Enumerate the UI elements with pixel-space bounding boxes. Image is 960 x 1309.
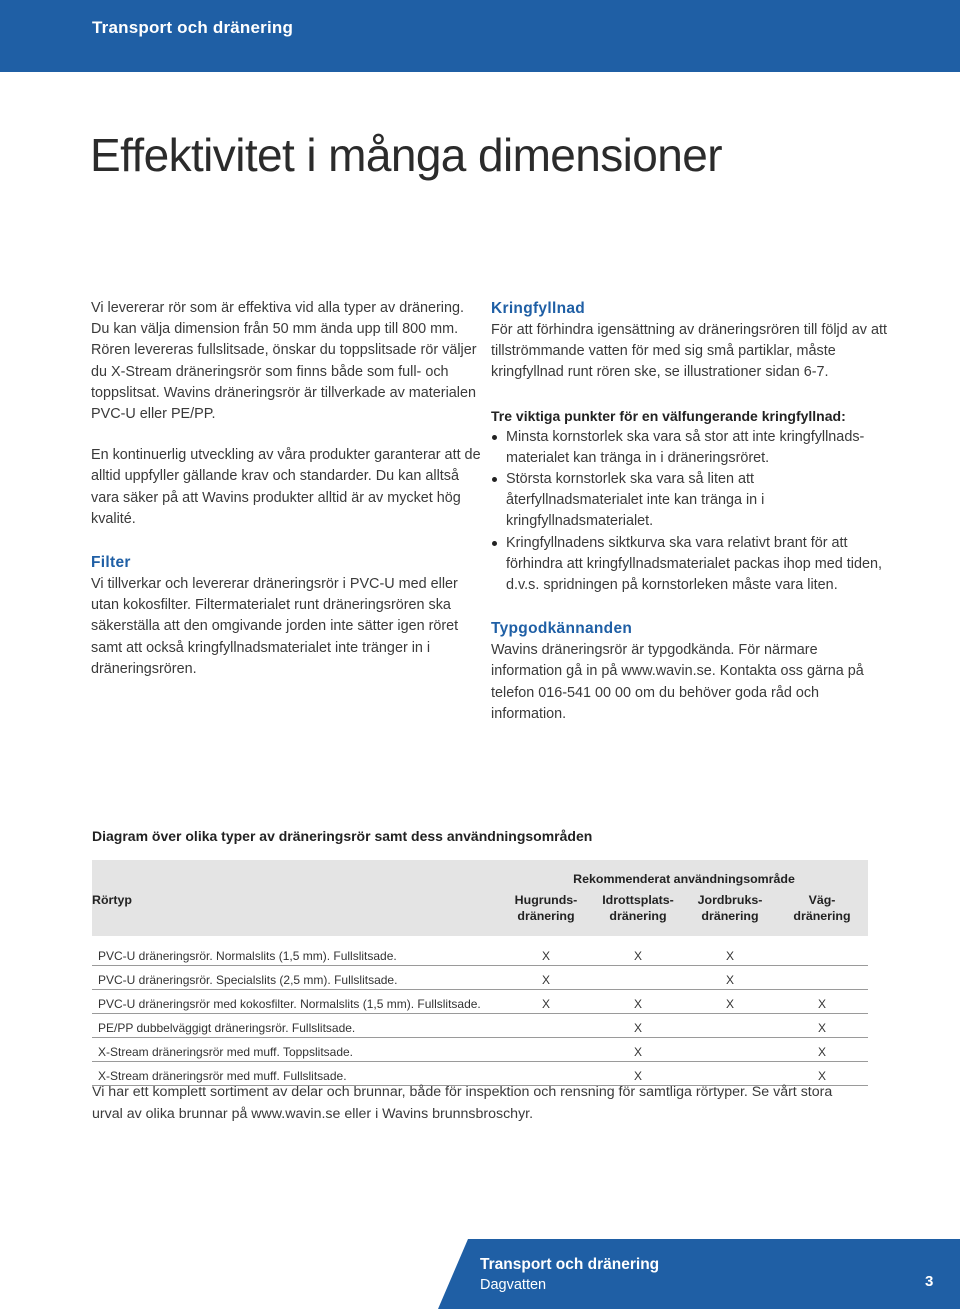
points-list [491,427,891,597]
row-mark: X [776,990,868,1014]
table-row [92,1038,868,1062]
list-item: Kringfyllnadens siktkurva ska vara relativt brant för att förhindra att kringfyllnadsmaterialet packas ihop med tiden, d.v.s. spridningen på kornstorleken måste vara liten. [491,533,891,597]
row-mark: X [500,942,592,966]
points-heading: Tre viktiga punkter för en välfungerande kringfyllnad: [491,407,846,424]
header-title: Transport och dränering [92,18,294,37]
list-item: Minsta kornstorlek ska vara så stor att inte kringfyllnads-materialet kan tränga in i dräneringsröret. [491,427,891,469]
row-name: X-Stream dräneringsrör med muff. Toppslitsade. [92,1038,500,1062]
column-header-hugrund: Hugrunds- dränering [500,890,592,936]
row-mark [684,1038,776,1062]
column-header-idrottsplats: Idrottsplats- dränering [592,890,684,936]
table-row [92,942,868,966]
list-item: Största kornstorlek ska vara så liten att återfyllnadsmaterialet inte kan tränga in i kringfyllnadsmaterialet. [491,469,891,533]
bottom-note: Vi har ett komplett sortiment av delar och brunnar, både för inspektion och rensning för samtliga rörtyper. Se vårt stora urval av olika brunnar på www.wavin.se eller i Wavins brunnsbroschyr. [92,1084,833,1122]
column-header-vag: Väg- dränering [776,890,868,936]
intro-paragraph: Vi levererar rör som är effektiva vid alla typer av dränering. Du kan välja dimension från 50 mm ända upp till 800 mm. Rören levereras fullslitsade, önskar du toppslitsade rör väljer du X-Stream dräneringsrör som finns både som full- och toppslitsat. Wavins dräneringsrör är tillverkade av materialen PVC-U eller PE/PP. [91,300,477,423]
kringfyllnad-heading: Kringfyllnad [491,300,586,317]
page-title: Effektivitet i många dimensioner [90,129,722,181]
row-mark: X [592,1062,684,1086]
row-mark: X [684,990,776,1014]
usage-table-wrapper [92,860,868,1086]
typgodkannanden-heading: Typgodkännanden [491,620,633,638]
left-column [91,298,481,680]
row-name: PVC-U dräneringsrör. Normalslits (1,5 mm). Fullslitsade. [92,942,500,966]
row-mark [776,966,868,990]
footer-subtitle: Dagvatten [480,1277,547,1293]
row-name: PVC-U dräneringsrör. Specialslits (2,5 mm). Fullslitsade. [92,966,500,990]
filter-heading: Filter [91,554,131,572]
row-mark: X [776,1014,868,1038]
table-row [92,1014,868,1038]
row-name: PVC-U dräneringsrör med kokosfilter. Normalslits (1,5 mm). Fullslitsade. [92,990,500,1014]
row-mark: X [500,990,592,1014]
right-column [491,298,891,725]
footer-title: Transport och dränering [480,1256,660,1273]
column-header-jordbruk: Jordbruks- dränering [684,890,776,936]
row-mark: X [776,1038,868,1062]
row-mark: X [592,942,684,966]
row-mark [684,1014,776,1038]
group-header: Rekommenderat användningsområde [500,860,868,890]
header-empty-cell [92,860,500,890]
typgodkannanden-paragraph: Wavins dräneringsrör är typgodkända. För närmare information gå in på www.wavin.se. Kontakta oss gärna på telefon 016-541 00 00 om du behöver goda råd och information. [491,642,864,722]
row-mark: X [684,942,776,966]
rortyp-header: Rörtyp [92,890,500,936]
quality-paragraph: En kontinuerlig utveckling av våra produkter garanterar att de alltid uppfyller gällande krav och standarder. Du kan alltså vara säker på att Wavins produkter alltid är av mycket hög kvalité. [91,447,481,527]
filter-paragraph: Vi tillverkar och levererar dräneringsrör i PVC-U med eller utan kokosfilter. Filtermaterialet runt dräneringsrören ska säkerställa att den omgivande jorden inte sätter igen röret samt att också kringfyllnadsmaterialet inte tränger in i dräneringsrören. [91,576,459,677]
usage-table [92,860,868,1086]
row-name: X-Stream dräneringsrör med muff. Fullslitsade. [92,1062,500,1086]
header-bar [0,0,960,72]
table-row [92,966,868,990]
row-mark [776,942,868,966]
table-row [92,990,868,1014]
row-mark: X [592,1038,684,1062]
row-mark [500,1038,592,1062]
row-mark: X [500,966,592,990]
footer-band [0,1239,960,1309]
row-mark: X [684,966,776,990]
kringfyllnad-paragraph: För att förhindra igensättning av dräneringsrören till följd av att tillströmmande vatten för med sig små partiklar, måste kringfyllnad runt rören ske, se illustrationer sidan 6-7. [491,322,887,381]
row-mark: X [592,990,684,1014]
page-number: 3 [925,1273,934,1290]
row-mark: X [592,1014,684,1038]
diagram-title: Diagram över olika typer av dräneringsrör samt dess användningsområden [92,828,593,844]
footer-blue-shape [438,1239,960,1309]
row-mark: X [776,1062,868,1086]
row-name: PE/PP dubbelväggigt dräneringsrör. Fullslitsade. [92,1014,500,1038]
row-mark [592,966,684,990]
row-mark [500,1014,592,1038]
